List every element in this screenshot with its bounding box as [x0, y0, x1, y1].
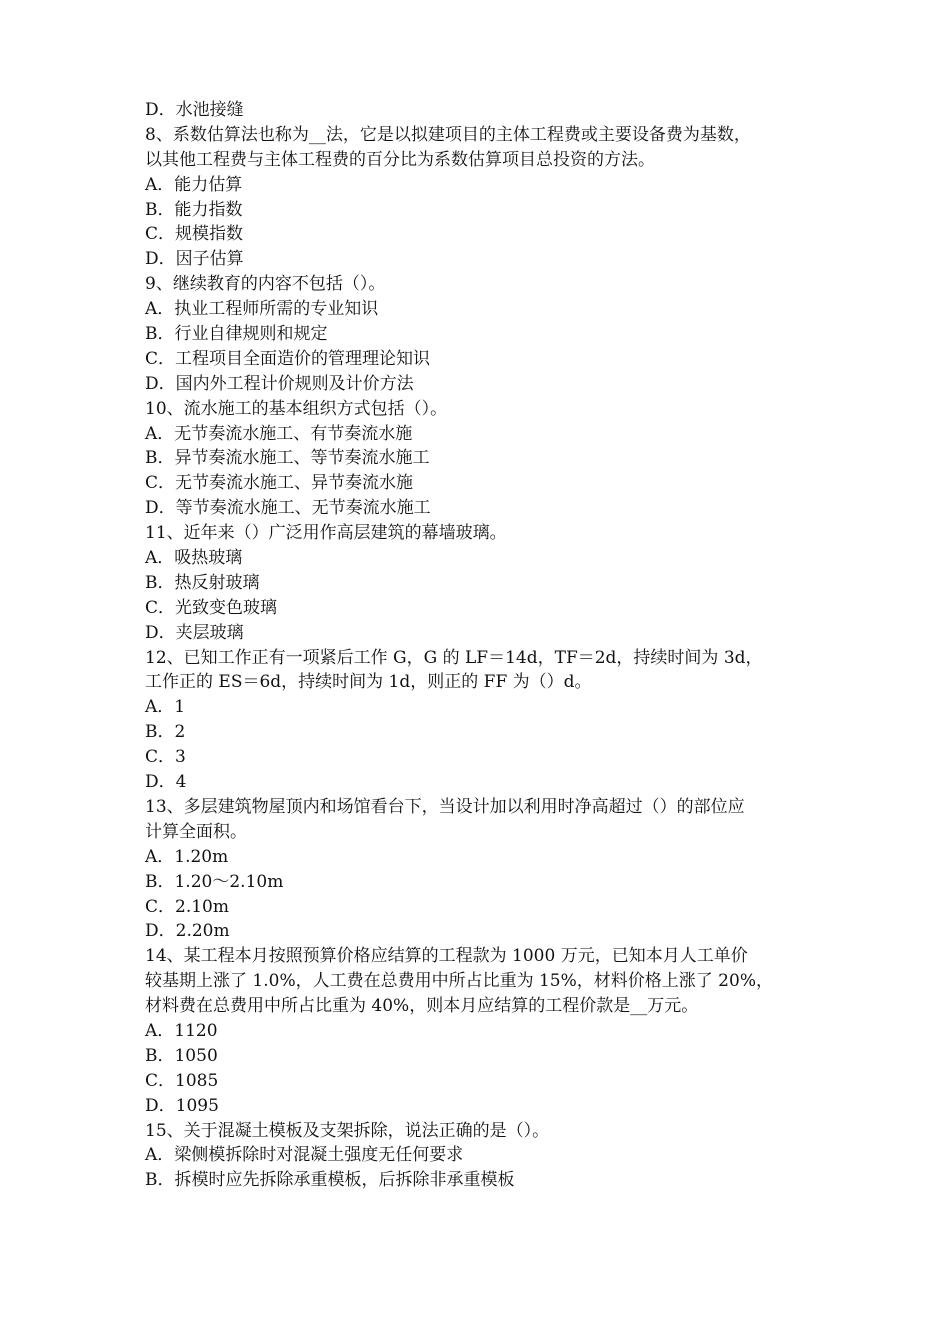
- option-line: A．能力估算: [145, 174, 243, 195]
- option-line: C．工程项目全面造价的管理理论知识: [145, 348, 431, 369]
- option-line: D．1095: [145, 1095, 219, 1116]
- option-line: A．执业工程师所需的专业知识: [145, 299, 379, 320]
- option-line: B．能力指数: [145, 199, 243, 220]
- question-line: 15、关于混凝土模板及支架拆除，说法正确的是（）。: [145, 1120, 550, 1141]
- option-line: D．4: [145, 772, 187, 793]
- option-line: C．1085: [145, 1070, 219, 1091]
- option-line: A．1120: [145, 1020, 218, 1041]
- question-line: 8、系数估算法也称为__法，它是以拟建项目的主体工程费或主要设备费为基数，: [145, 124, 751, 145]
- option-line: B．行业自律规则和规定: [145, 324, 328, 345]
- question-line: 较基期上涨了 1.0%，人工费在总费用中所占比重为 15%，材料价格上涨了 20%，: [145, 971, 773, 992]
- question-line: 计算全面积。: [145, 821, 247, 842]
- option-line: C．无节奏流水施工、异节奏流水施: [145, 473, 414, 494]
- question-line: 12、已知工作正有一项紧后工作 G，G 的 LF＝14d，TF＝2d，持续时间为 3d，: [145, 647, 763, 668]
- question-line: 工作正的 ES＝6d，持续时间为 1d，则正的 FF 为（）d。: [145, 672, 592, 693]
- option-line: D．夹层玻璃: [145, 622, 244, 643]
- question-line: 10、流水施工的基本组织方式包括（）。: [145, 398, 448, 419]
- option-line: C．规模指数: [145, 224, 244, 245]
- option-line: B．热反射玻璃: [145, 572, 260, 593]
- option-line: A．梁侧模拆除时对混凝土强度无任何要求: [145, 1145, 464, 1166]
- option-line: D．水池接缝: [145, 100, 244, 120]
- option-line: A．吸热玻璃: [145, 548, 243, 569]
- option-line: B．1050: [145, 1045, 218, 1066]
- question-line: 9、继续教育的内容不包括（）。: [145, 274, 386, 295]
- option-line: C．2.10m: [145, 896, 229, 917]
- question-line: 14、某工程本月按照预算价格应结算的工程款为 1000 万元，已知本月人工单价: [145, 946, 748, 967]
- question-line: 材料费在总费用中所占比重为 40%，则本月应结算的工程价款是__万元。: [145, 996, 699, 1017]
- option-line: A．1.20m: [145, 846, 229, 867]
- option-line: A．无节奏流水施工、有节奏流水施: [145, 423, 413, 444]
- option-line: D．2.20m: [145, 921, 230, 942]
- question-line: 11、近年来（）广泛用作高层建筑的幕墙玻璃。: [145, 523, 507, 544]
- option-line: C．光致变色玻璃: [145, 597, 278, 618]
- option-line: C．3: [145, 747, 186, 768]
- document-body: [145, 98, 835, 1193]
- question-line: 13、多层建筑物屋顶内和场馆看台下，当设计加以利用时净高超过（）的部位应: [145, 796, 745, 817]
- option-line: B．2: [145, 722, 186, 743]
- option-line: D．因子估算: [145, 249, 244, 270]
- option-line: D．国内外工程计价规则及计价方法: [145, 373, 414, 394]
- question-line: 以其他工程费与主体工程费的百分比为系数估算项目总投资的方法。: [145, 149, 655, 170]
- option-line: B．异节奏流水施工、等节奏流水施工: [145, 448, 430, 469]
- option-line: D．等节奏流水施工、无节奏流水施工: [145, 498, 431, 519]
- option-line: B．1.20～2.10m: [145, 871, 284, 892]
- option-line: A．1: [145, 697, 186, 718]
- option-line: B．拆模时应先拆除承重模板，后拆除非承重模板: [145, 1170, 515, 1191]
